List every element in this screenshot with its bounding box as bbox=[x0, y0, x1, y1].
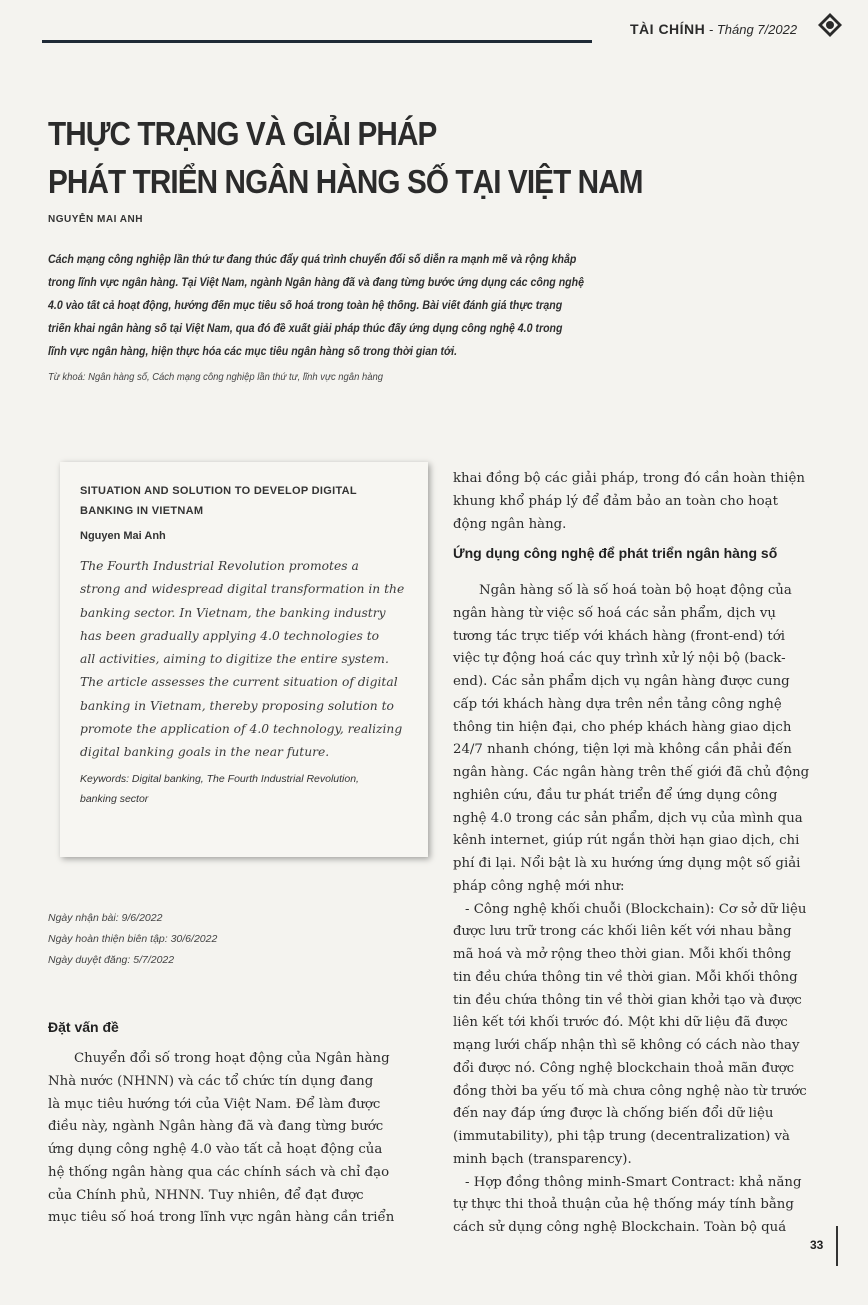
body-line: minh bạch (transparency). bbox=[453, 1151, 632, 1167]
body-line: việc tự động hoá các quy trình xử lý nội bộ (back- bbox=[453, 651, 786, 667]
right-column-intro bbox=[453, 468, 805, 536]
article-title bbox=[48, 110, 643, 206]
abstract-line: lĩnh vực ngân hàng, hiện thực hóa các mục tiêu ngân hàng số trong thời gian tới. bbox=[48, 346, 458, 358]
body-line: - Hợp đồng thông minh-Smart Contract: khả năng bbox=[465, 1174, 802, 1190]
header-rule bbox=[42, 40, 592, 43]
body-line: đến nay đáp ứng được là chống biến đổi dữ liệu bbox=[453, 1106, 774, 1122]
body-line: mã hoá và mở rộng theo thời gian. Mỗi khối thông bbox=[453, 947, 792, 962]
english-summary-box bbox=[60, 462, 428, 857]
intro-paragraph bbox=[48, 1048, 394, 1230]
body-line: khai đồng bộ các giải pháp, trong đó cần hoàn thiện bbox=[453, 471, 805, 486]
body-line: được lưu trữ trong các khối liên kết với nhau bằng bbox=[453, 924, 792, 940]
english-abstract bbox=[80, 555, 404, 765]
date-revised: Ngày hoàn thiện biên tập: 30/6/2022 bbox=[48, 933, 218, 945]
english-abstract-line: The Fourth Industrial Revolution promotes a bbox=[80, 559, 359, 573]
english-abstract-line: has been gradually applying 4.0 technologies to bbox=[80, 628, 380, 643]
body-line: tin đều chứa thông tin về thời gian. Mỗi khối thông bbox=[453, 969, 798, 985]
body-line: là mục tiêu hướng tới của Việt Nam. Để làm được bbox=[48, 1096, 381, 1112]
section-heading-technology: Ứng dụng công nghệ để phát triển ngân hàng số bbox=[453, 545, 778, 561]
body-line: khung khổ pháp lý để đảm bảo an toàn cho hoạt bbox=[453, 493, 778, 509]
abstract-line: triển khai ngân hàng số tại Việt Nam, qua đó đề xuất giải pháp thúc đẩy ứng dụng công nghệ 4.0 trong bbox=[48, 323, 563, 335]
author-name: NGUYỄN MAI ANH bbox=[48, 214, 143, 225]
body-line: ngân hàng. Các ngân hàng trên thế giới đã chủ động bbox=[453, 765, 810, 780]
english-keywords: Keywords: Digital banking, The Fourth Industrial Revolution, banking sector bbox=[80, 773, 359, 805]
title-line-1: THỰC TRẠNG VÀ GIẢI PHÁP bbox=[48, 115, 437, 152]
body-line: Ngân hàng số là số hoá toàn bộ hoạt động của bbox=[479, 583, 792, 598]
diamond-logo-icon bbox=[817, 12, 843, 38]
english-abstract-line: all activities, aiming to digitize the entire system. bbox=[80, 652, 389, 667]
body-line: liên kết tới khối trước đó. Một khi dữ liệu đã được bbox=[453, 1015, 788, 1031]
english-abstract-line: digital banking goals in the near future. bbox=[80, 745, 330, 760]
body-line: phí đi lại. Nổi bật là xu hướng ứng dụng một số giải bbox=[453, 856, 801, 871]
body-line: Nhà nước (NHNN) và các tổ chức tín dụng đang bbox=[48, 1073, 374, 1089]
title-line-2: PHÁT TRIỂN NGÂN HÀNG SỐ TẠI VIỆT NAM bbox=[48, 163, 643, 200]
english-author: Nguyen Mai Anh bbox=[80, 530, 166, 542]
body-line: hệ thống ngân hàng qua các chính sách và chỉ đạo bbox=[48, 1164, 390, 1180]
body-line: nghiên cứu, đầu tư phát triển để ứng dụng công bbox=[453, 787, 778, 803]
right-column-body bbox=[453, 580, 809, 1240]
english-abstract-line: promote the application of 4.0 technology, realizing bbox=[80, 722, 403, 737]
body-line: (immutability), phi tập trung (decentralization) và bbox=[453, 1129, 790, 1144]
english-abstract-line: banking sector. In Vietnam, the banking industry bbox=[80, 605, 386, 620]
english-abstract-line: The article assesses the current situation of digital bbox=[80, 675, 398, 690]
body-line: điều này, ngành Ngân hàng đã và đang từng bước bbox=[48, 1119, 384, 1135]
section-heading-intro: Đặt vấn đề bbox=[48, 1019, 119, 1035]
issue-date: - Tháng 7/2022 bbox=[705, 22, 798, 37]
running-header bbox=[630, 21, 797, 37]
body-line: tương tác trực tiếp với khách hàng (front-end) tới bbox=[453, 628, 786, 644]
body-line: của Chính phủ, NHNN. Tuy nhiên, để đạt được bbox=[48, 1187, 364, 1203]
body-line: thông tin hiện đại, cho phép khách hàng giao dịch bbox=[453, 719, 792, 735]
body-line: đồng thời ba yếu tố mà chưa công nghệ nào từ trước bbox=[453, 1083, 807, 1099]
body-line: tự thực thi thoả thuận của hệ thống máy tính bằng bbox=[453, 1197, 794, 1213]
vietnamese-abstract bbox=[48, 249, 688, 364]
body-line: mục tiêu số hoá trong lĩnh vực ngân hàng cần triển bbox=[48, 1210, 395, 1226]
body-line: end). Các sản phẩm dịch vụ ngân hàng được cung bbox=[453, 674, 790, 689]
body-line: mạng lưới chấp nhận thì sẽ không có cách nào thay bbox=[453, 1038, 800, 1053]
body-line: cách sử dụng công nghệ Blockchain. Toàn bộ quá bbox=[453, 1220, 787, 1235]
date-accepted: Ngày duyệt đăng: 5/7/2022 bbox=[48, 954, 175, 966]
body-line: kênh internet, giúp rút ngắn thời hạn giao dịch, chi bbox=[453, 833, 800, 849]
body-line: pháp công nghệ mới như: bbox=[453, 878, 625, 894]
english-abstract-line: banking in Vietnam, thereby proposing solution to bbox=[80, 698, 394, 713]
body-line: tin đều chứa thông tin về thời gian khởi tạo và được bbox=[453, 992, 802, 1008]
abstract-line: Cách mạng công nghiệp lần thứ tư đang thúc đẩy quá trình chuyển đổi số diễn ra mạnh mẽ và rộng khắp bbox=[48, 254, 577, 266]
body-line: nghệ 4.0 trong các sản phẩm, dịch vụ của mình qua bbox=[453, 810, 803, 826]
date-received: Ngày nhận bài: 9/6/2022 bbox=[48, 912, 163, 924]
submission-dates bbox=[48, 908, 217, 971]
english-title: SITUATION AND SOLUTION TO DEVELOP DIGITAL BANKING IN VIETNAM bbox=[80, 485, 357, 517]
body-line: 24/7 nhanh chóng, tiện lợi mà không cần phải đến bbox=[453, 742, 792, 758]
body-line: cấp tới khách hàng dựa trên nền tảng công nghệ bbox=[453, 696, 782, 712]
section-name: TÀI CHÍNH bbox=[630, 21, 706, 37]
page-number: 33 bbox=[810, 1238, 824, 1252]
body-line: ngân hàng từ việc số hoá các sản phẩm, dịch vụ bbox=[453, 605, 776, 621]
body-line: Chuyển đổi số trong hoạt động của Ngân hàng bbox=[74, 1051, 390, 1066]
abstract-line: trong lĩnh vực ngân hàng. Tại Việt Nam, ngành Ngân hàng đã và đang từng bước ứng dụng các công nghệ bbox=[48, 277, 584, 289]
body-line: đổi được nó. Công nghệ blockchain thoả mãn được bbox=[453, 1060, 795, 1076]
vietnamese-keywords: Từ khoá: Ngân hàng số, Cách mạng công nghiệp lần thứ tư, lĩnh vực ngân hàng bbox=[48, 371, 383, 383]
abstract-line: 4.0 vào tất cả hoạt động, hướng đến mục tiêu số hoá trong toàn hệ thống. Bài viết đánh giá thực trạng bbox=[48, 300, 563, 312]
body-line: - Công nghệ khối chuỗi (Blockchain): Cơ sở dữ liệu bbox=[465, 901, 807, 917]
english-abstract-line: strong and widespread digital transformation in the bbox=[80, 582, 405, 597]
page-number-bar bbox=[836, 1226, 838, 1266]
body-line: động ngân hàng. bbox=[453, 516, 567, 532]
body-line: ứng dụng công nghệ 4.0 vào tất cả hoạt động của bbox=[48, 1142, 383, 1157]
